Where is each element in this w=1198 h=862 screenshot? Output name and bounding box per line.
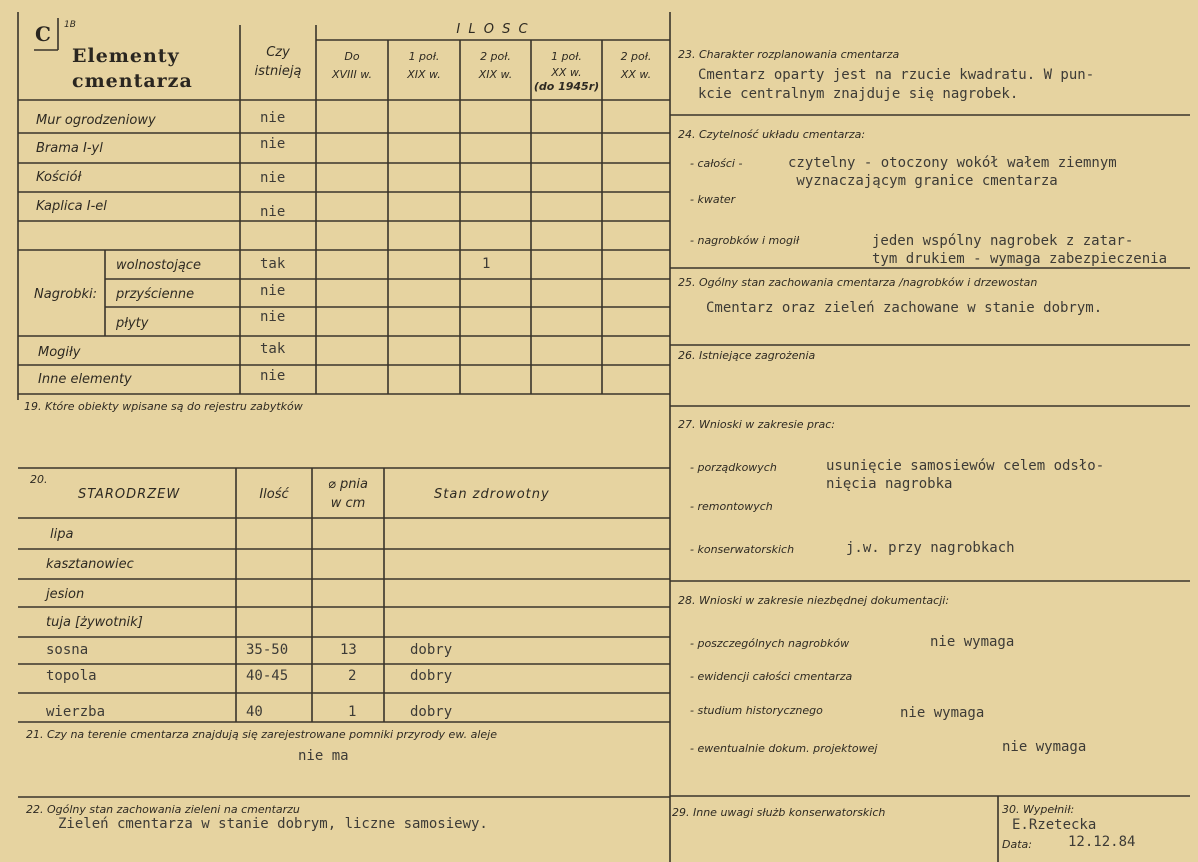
section-25-label: 25. Ogólny stan zachowania cmentarza /nagrobków i drzewostan xyxy=(678,276,1038,289)
row-przyscienne-value: nie xyxy=(260,283,286,299)
row-kaplica-label: Kaplica I-el xyxy=(36,199,107,214)
col-header-3b: XIX w. xyxy=(478,68,513,81)
section-24-nagrobkow-label: - nagrobków i mogił xyxy=(690,234,800,247)
col-header-2b: XIX w. xyxy=(407,68,441,81)
col-header-4c: (do 1945r) xyxy=(533,80,600,93)
section-23-line1: Cmentarz oparty jest na rzucie kwadratu. W pun- xyxy=(698,67,1095,83)
col-header-2: 1 poł. xyxy=(408,50,440,63)
section-27-konserwatorskich-label: - konserwatorskich xyxy=(690,543,795,556)
section-27-porzadkowych-value: usunięcie samosiewów celem odsło- nięcia nagrobka xyxy=(826,458,1105,492)
tree-sosna-stan: dobry xyxy=(410,642,453,658)
col-header-5b: XX w. xyxy=(620,68,652,81)
row-inne-value: nie xyxy=(260,368,286,384)
section-27-konserwatorskich-value: j.w. przy nagrobkach xyxy=(846,540,1015,556)
tree-row-wierzba: wierzba xyxy=(46,704,106,720)
section-29-label: 29. Inne uwagi służb konserwatorskich xyxy=(672,806,886,819)
section-24-nagrobkow-value: jeden wspólny nagrobek z zatar- tym drukiem - wymaga zabezpieczenia xyxy=(872,233,1168,267)
section-28-item-3-value: nie wymaga xyxy=(900,705,985,721)
section-24-label: 24. Czytelność układu cmentarza: xyxy=(678,128,866,141)
tree-topola-stan: dobry xyxy=(410,668,453,684)
section-23-line2: kcie centralnym znajduje się nagrobek. xyxy=(698,86,1019,102)
tree-wierzba-stan: dobry xyxy=(410,704,453,720)
section-26-label: 26. Istniejące zagrożenia xyxy=(678,349,816,362)
tree-row-topola: topola xyxy=(46,668,97,684)
row-mogily-label: Mogiły xyxy=(38,345,81,360)
tree-wierzba-ilosc: 40 xyxy=(246,704,263,720)
row-plyty-label: płyty xyxy=(116,316,149,331)
tree-sosna-pnia: 13 xyxy=(340,642,357,658)
tree-row-jesion: jesion xyxy=(46,587,85,602)
tree-topola-ilosc: 40-45 xyxy=(246,668,289,684)
section-28-item-1-value: nie wymaga xyxy=(930,634,1015,650)
row-przyscienne-label: przyścienne xyxy=(116,287,195,302)
section-28-item-4-label: - ewentualnie dokum. projektowej xyxy=(690,742,878,755)
title-line1: Elementy xyxy=(72,45,180,67)
section-27-label: 27. Wnioski w zakresie prac: xyxy=(678,418,835,431)
section-28-label: 28. Wnioski w zakresie niezbędnej dokumentacji: xyxy=(678,594,950,607)
row-inne-label: Inne elementy xyxy=(38,372,132,387)
row-mur-value: nie xyxy=(260,110,286,126)
section-28-item-1-label: - poszczególnych nagrobków xyxy=(690,637,850,650)
section-21-label: 21. Czy na terenie cmentarza znajdują się zarejestrowane pomniki przyrody ew. aleje xyxy=(26,728,498,741)
corner-letter: C xyxy=(35,22,52,46)
tree-row-kasztanowiec: kasztanowiec xyxy=(46,557,134,572)
section-24-calosci-value: czytelny - otoczony wokół wałem ziemnym wyznaczającym granice cmentarza xyxy=(788,155,1117,189)
col-header-4: 1 poł. xyxy=(551,50,582,63)
row-kosciol-value: nie xyxy=(260,170,286,186)
pnia-header-1: ⌀ pnia xyxy=(327,477,369,492)
section-22-value: Zieleń cmentarza w stanie dobrym, liczne samosiewy. xyxy=(58,816,488,832)
section-21-value: nie ma xyxy=(298,748,349,764)
section-24-calosci-label: - całości - xyxy=(690,157,743,170)
row-mogily-value: tak xyxy=(260,341,286,357)
section-22-label: 22. Ogólny stan zachowania zieleni na cmentarzu xyxy=(26,803,300,816)
section-20-num: 20. xyxy=(30,473,48,486)
section-27-remontowych-label: - remontowych xyxy=(690,500,773,513)
row-wolnostojace-count: 1 xyxy=(482,256,491,272)
tree-sosna-ilosc: 35-50 xyxy=(246,642,289,658)
section-25-value: Cmentarz oraz zieleń zachowane w stanie dobrym. xyxy=(706,300,1103,316)
tree-row-sosna: sosna xyxy=(46,642,89,658)
row-brama-label: Brama I-yl xyxy=(36,141,103,156)
tree-topola-pnia: 2 xyxy=(348,668,357,684)
col-header-1: Do xyxy=(344,50,360,63)
section-28-item-2-label: - ewidencji całości cmentarza xyxy=(690,670,853,683)
section-27-porzadkowych-label: - porządkowych xyxy=(690,461,777,474)
section-24-kwater-label: - kwater xyxy=(690,193,736,206)
ilosc-header: Ilość xyxy=(259,487,289,502)
section-30-date-label: Data: xyxy=(1002,838,1032,851)
section-30-name: E.Rzetecka xyxy=(1012,817,1097,833)
row-plyty-value: nie xyxy=(260,309,286,325)
corner-superscript: 1B xyxy=(64,20,76,30)
col-header-3: 2 poł. xyxy=(480,50,511,63)
col-header-4b: XX w. xyxy=(551,66,582,79)
row-kosciol-label: Kościół xyxy=(36,170,82,185)
pnia-header-2: w cm xyxy=(330,496,366,511)
section-28-item-4-value: nie wymaga xyxy=(1002,739,1087,755)
row-mur-label: Mur ogrodzeniowy xyxy=(36,113,156,128)
row-wolnostojace-label: wolnostojące xyxy=(116,258,201,273)
row-wolnostojace-value: tak xyxy=(260,256,286,272)
col-czy-1: Czy xyxy=(266,45,290,60)
tree-row-tuja: tuja [żywotnik] xyxy=(46,615,143,630)
row-kaplica-value: nie xyxy=(260,204,286,220)
title-line2: cmentarza xyxy=(72,70,193,92)
section-30-date: 12.12.84 xyxy=(1068,834,1136,850)
section-23-label: 23. Charakter rozplanowania cmentarza xyxy=(678,48,900,61)
col-ilosc: I L O S C xyxy=(456,22,530,37)
starodrzew-header: STARODRZEW xyxy=(78,487,181,502)
col-header-5: 2 poł. xyxy=(620,50,652,63)
stan-header: Stan zdrowotny xyxy=(434,487,550,502)
tree-row-lipa: lipa xyxy=(50,527,74,542)
section-30-label: 30. Wypełnił: xyxy=(1002,803,1075,816)
section-28-item-3-label: - studium historycznego xyxy=(690,704,823,717)
row-brama-value: nie xyxy=(260,136,286,152)
section-19-label: 19. Które obiekty wpisane są do rejestru zabytków xyxy=(24,400,303,413)
col-czy-2: istnieją xyxy=(254,64,302,79)
tree-wierzba-pnia: 1 xyxy=(348,704,357,720)
row-nagrobki-label: Nagrobki: xyxy=(34,287,98,302)
col-header-1b: XVIII w. xyxy=(331,68,373,81)
